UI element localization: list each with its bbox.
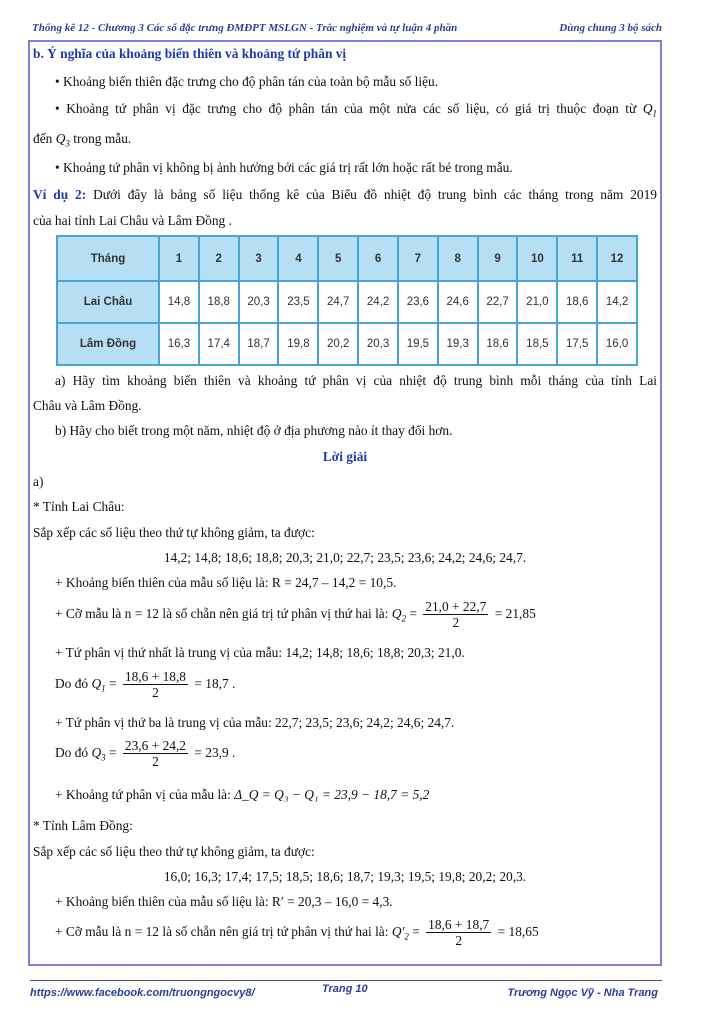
row-label: Lai Châu	[57, 281, 159, 323]
table-cell: 18,5	[517, 323, 557, 365]
lam-dong-range: + Khoảng biến thiên của mẫu số liệu là: R′ = 20,3 – 16,0 = 4,3.	[55, 894, 393, 909]
example-label: Ví dụ 2:	[33, 187, 87, 202]
table-cell: 14,8	[159, 281, 199, 323]
table-cell: 17,4	[199, 323, 239, 365]
table-cell: 19,5	[398, 323, 438, 365]
month-header: 5	[318, 236, 358, 281]
table-row	[57, 323, 637, 365]
section-title: b. Ý nghĩa của khoảng biến thiên và khoảng tứ phân vị	[33, 46, 347, 61]
month-header: 9	[478, 236, 518, 281]
table-row	[57, 281, 637, 323]
lai-chau-q3-text: + Tứ phân vị thứ ba là trung vị của mẫu: 22,7; 23,5; 23,6; 24,2; 24,6; 24,7.	[55, 715, 455, 730]
q1-symbol: $Q_1$	[642, 101, 657, 119]
lai-chau-heading: * Tỉnh Lai Châu:	[33, 499, 125, 514]
table-cell: 18,7	[239, 323, 279, 365]
table-cell: 20,3	[358, 323, 398, 365]
table-cell: 22,7	[478, 281, 518, 323]
table-cell: 16,3	[159, 323, 199, 365]
lai-chau-q3: Do đó $Q_3$ = $\frac{23,6 + 24,2}{2}$ = 23,9 .	[55, 738, 236, 769]
table-cell: 20,3	[239, 281, 279, 323]
temperature-table	[56, 235, 638, 366]
question-b: b) Hãy cho biết trong một năm, nhiệt độ ở địa phương nào ít thay đổi hơn.	[55, 423, 453, 438]
table-cell: 20,2	[318, 323, 358, 365]
example-line-1: Ví dụ 2: Dưới đây là bảng số liệu thống kê của Biểu đồ nhiệt độ trung bình các tháng trong năm 2019	[33, 187, 657, 202]
table-cell: 17,5	[557, 323, 597, 365]
month-header: 12	[597, 236, 637, 281]
solution-title: Lời giải	[322, 449, 368, 464]
lam-dong-heading: * Tỉnh Lâm Đồng:	[33, 818, 133, 833]
table-cell: 19,3	[438, 323, 478, 365]
table-cell: 14,2	[597, 281, 637, 323]
solution-a: a)	[33, 474, 44, 489]
table-cell: 18,8	[199, 281, 239, 323]
example-line-2: của hai tỉnh Lai Châu và Lâm Đồng .	[33, 213, 232, 228]
header-right: Dùng chung 3 bộ sách	[559, 22, 662, 34]
table-cell: 24,6	[438, 281, 478, 323]
month-header: 10	[517, 236, 557, 281]
bullet-1: • Khoảng biến thiên đặc trưng cho độ phân tán của toàn bộ mẫu số liệu.	[55, 74, 439, 89]
bullet-2-text: • Khoảng tứ phân vị đặc trưng cho độ phân tán của một nửa các số liệu, có giá trị thuộc đoạn từ	[55, 101, 637, 116]
month-header: 11	[557, 236, 597, 281]
month-header: 6	[358, 236, 398, 281]
lai-chau-q1: Do đó $Q_1$ = $\frac{18,6 + 18,8}{2}$ = 18,7 .	[55, 669, 236, 700]
table-cell: 23,5	[278, 281, 318, 323]
bullet-2-line-2: đến $Q_3$ trong mẫu.	[33, 131, 132, 149]
lam-dong-sorted: 16,0; 16,3; 17,4; 17,5; 18,5; 18,6; 18,7; 19,3; 19,5; 19,8; 20,2; 20,3.	[163, 869, 527, 884]
lai-chau-iqr: + Khoảng tứ phân vị của mẫu là: Δ_Q = Q₃ − Q₁ = 23,9 − 18,7 = 5,2	[55, 787, 430, 802]
footer-author: Trương Ngọc Vỹ - Nha Trang	[507, 987, 658, 999]
sort-intro-1: Sắp xếp các số liệu theo thứ tự không giảm, ta được:	[33, 525, 315, 540]
header-left: Thống kê 12 - Chương 3 Các số đặc trưng ĐMĐPT MSLGN - Trắc nghiệm và tự luận 4 phần	[32, 22, 458, 34]
sort-intro-2: Sắp xếp các số liệu theo thứ tự không giảm, ta được:	[33, 844, 315, 859]
table-cell: 24,2	[358, 281, 398, 323]
bullet-2-line-1	[55, 101, 657, 119]
table-cell: 16,0	[597, 323, 637, 365]
table-cell: 18,6	[557, 281, 597, 323]
lai-chau-range: + Khoảng biến thiên của mẫu số liệu là: R = 24,7 – 14,2 = 10,5.	[55, 575, 397, 590]
lai-chau-sorted: 14,2; 14,8; 18,6; 18,8; 20,3; 21,0; 22,7; 23,5; 23,6; 24,2; 24,6; 24,7.	[163, 550, 527, 565]
table-cell: 19,8	[278, 323, 318, 365]
page-number: Trang 10	[322, 983, 368, 995]
lam-dong-q2: + Cỡ mẫu là n = 12 là số chẵn nên giá trị tứ phân vị thứ hai là: $Q'_2$ = $\frac{18,6 + 18,7}{2}$ = 18,65	[55, 917, 539, 948]
table-cell: 21,0	[517, 281, 557, 323]
month-header: 2	[199, 236, 239, 281]
page-header	[32, 22, 662, 38]
table-header-label: Tháng	[57, 236, 159, 281]
month-header: 7	[398, 236, 438, 281]
month-header: 8	[438, 236, 478, 281]
table-cell: 24,7	[318, 281, 358, 323]
footer-link[interactable]: https://www.facebook.com/truongngocvy8/	[30, 987, 255, 999]
question-a-line-1: a) Hãy tìm khoảng biến thiên và khoảng tứ phân vị của nhiệt độ trung bình mỗi tháng của tỉnh Lai	[55, 373, 657, 388]
month-header: 3	[239, 236, 279, 281]
page-footer	[30, 980, 662, 1003]
table-cell: 23,6	[398, 281, 438, 323]
question-a-line-2: Châu và Lâm Đồng.	[33, 398, 142, 413]
lai-chau-q2: + Cỡ mẫu là n = 12 là số chẵn nên giá trị tứ phân vị thứ hai là: $Q_2$ = $\frac{21,0 + 22,7}{2}$ = 21,85	[55, 599, 536, 630]
bullet-3: • Khoảng tứ phân vị không bị ảnh hưởng bởi các giá trị rất lớn hoặc rất bé trong mẫu.	[55, 160, 513, 175]
month-header: 4	[278, 236, 318, 281]
table-cell: 18,6	[478, 323, 518, 365]
month-header: 1	[159, 236, 199, 281]
table-header-row	[57, 236, 637, 281]
row-label: Lâm Đồng	[57, 323, 159, 365]
lai-chau-q1-text: + Tứ phân vị thứ nhất là trung vị của mẫu: 14,2; 14,8; 18,6; 18,8; 20,3; 21,0.	[55, 645, 465, 660]
